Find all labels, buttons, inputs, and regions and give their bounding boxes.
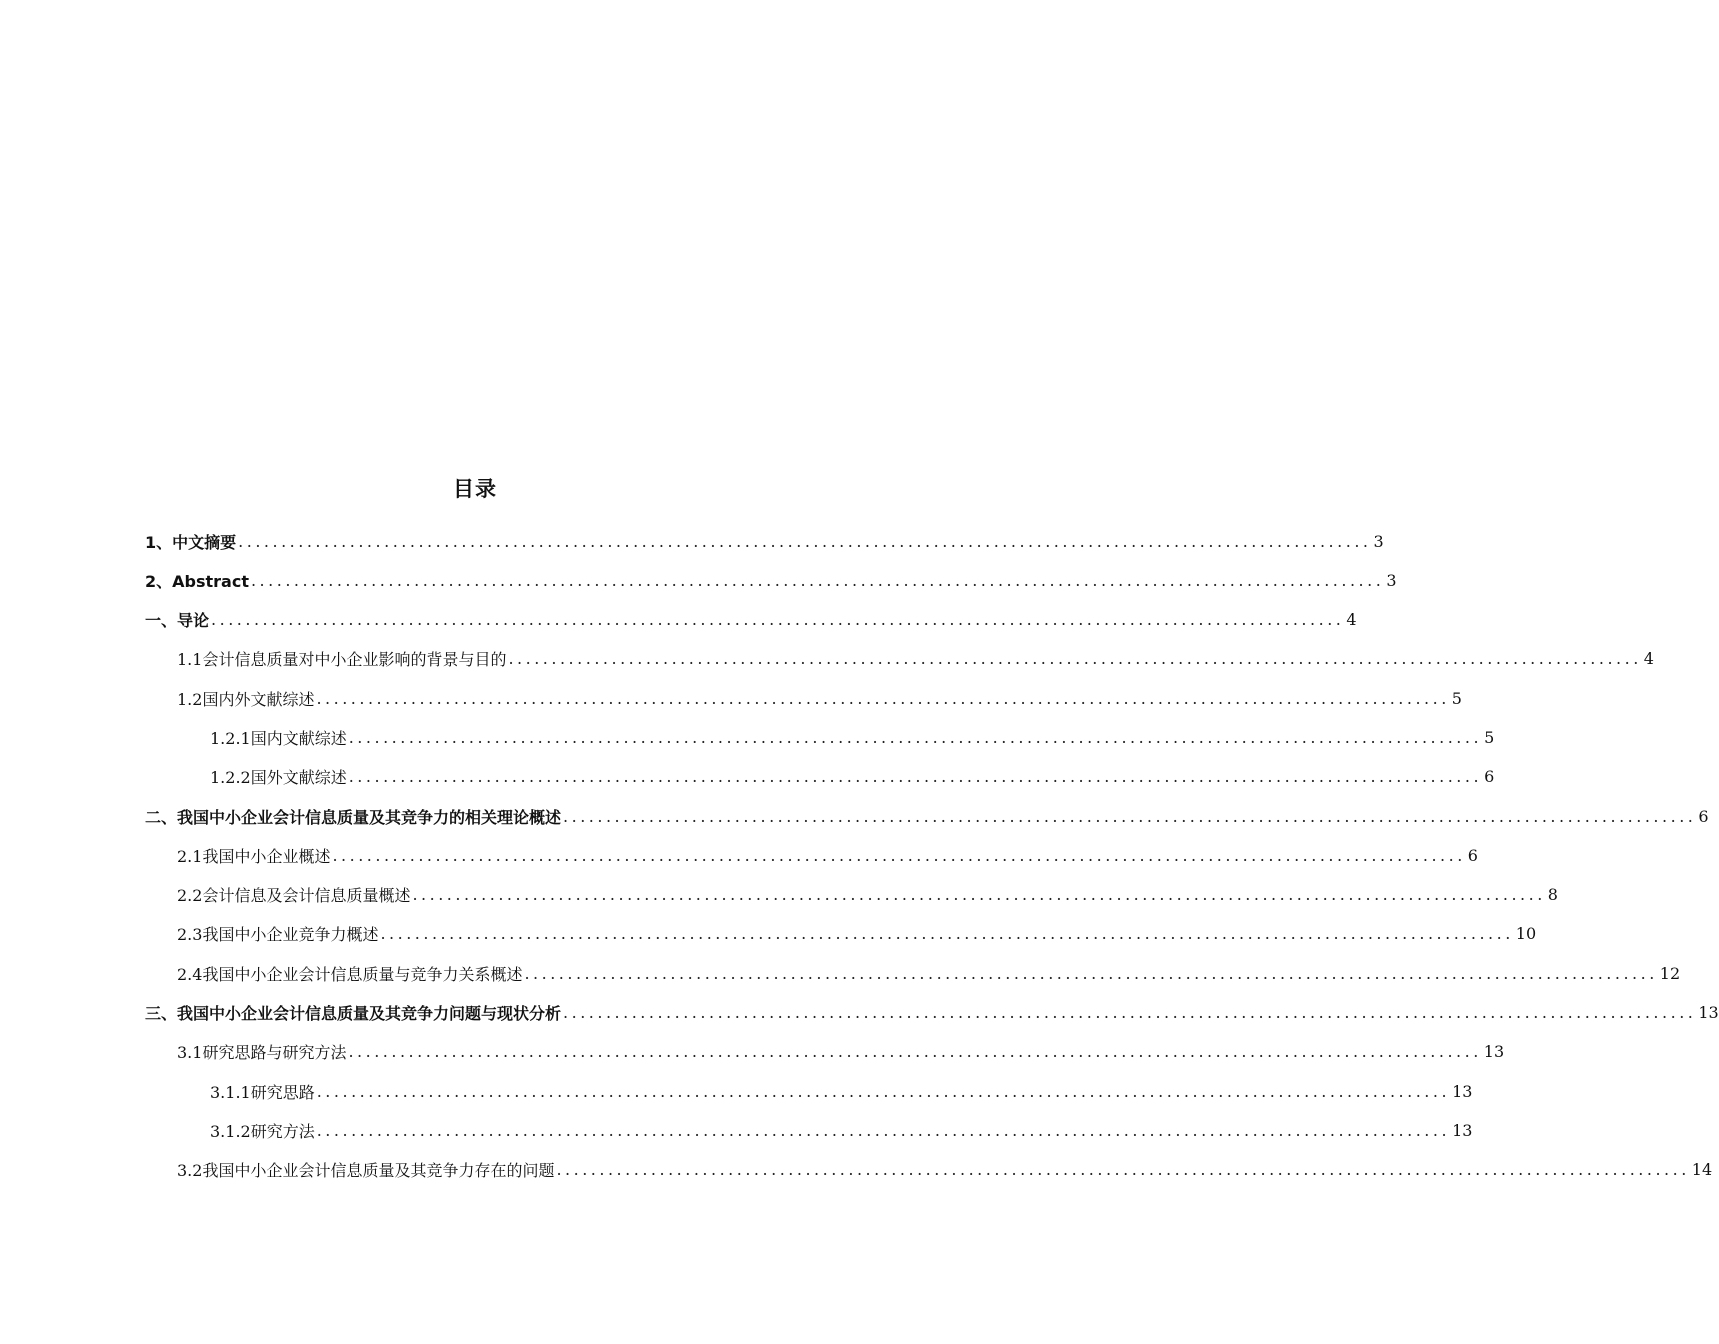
toc-entry-label: 3.1.2研究方法 <box>210 1122 315 1141</box>
toc-entry[interactable] <box>177 1150 1713 1189</box>
toc-page-number: 4 <box>1643 649 1654 668</box>
toc-page-number: 8 <box>1547 885 1558 904</box>
toc-entry-label: 1.2国内外文献综述 <box>177 690 315 709</box>
dot-leader: .................................................................................................................................... <box>316 1121 1451 1140</box>
toc-entry-label: 1.2.2国外文献综述 <box>210 768 347 787</box>
dot-leader: .................................................................................................................................... <box>412 885 1546 904</box>
toc-entry[interactable] <box>177 639 1654 678</box>
toc-entry-label: 一、导论 <box>145 611 210 630</box>
toc-page-number: 6 <box>1467 846 1478 865</box>
toc-entry-label: 2.2会计信息及会计信息质量概述 <box>177 886 411 905</box>
dot-leader: .................................................................................................................................... <box>348 767 1483 786</box>
toc-entry[interactable] <box>145 993 1719 1032</box>
toc-entry[interactable] <box>177 914 1537 953</box>
toc-entry-label: 二、我国中小企业会计信息质量及其竞争力的相关理论概述 <box>145 808 562 827</box>
toc-page-number: 5 <box>1484 728 1495 747</box>
dot-leader: .................................................................................................................................... <box>316 1082 1451 1101</box>
toc-entry[interactable] <box>177 954 1681 993</box>
dot-leader: .................................................................................................................................... <box>524 964 1658 983</box>
toc-entry[interactable] <box>210 1072 1473 1111</box>
toc-page-number: 3 <box>1373 532 1384 551</box>
toc-entry-label: 3.2我国中小企业会计信息质量及其竞争力存在的问题 <box>177 1161 555 1180</box>
toc-page-number: 6 <box>1698 807 1709 826</box>
toc-entry-label: 三、我国中小企业会计信息质量及其竞争力问题与现状分析 <box>145 1004 562 1023</box>
dot-leader: .................................................................................................................................... <box>556 1160 1690 1179</box>
dot-leader: .................................................................................................................................... <box>211 610 1345 629</box>
toc-page-number: 13 <box>1452 1121 1473 1140</box>
toc-entry-label: 1.1会计信息质量对中小企业影响的背景与目的 <box>177 650 507 669</box>
toc-entry[interactable] <box>210 757 1495 796</box>
toc-entry-label: 1.2.1国内文献综述 <box>210 729 347 748</box>
toc-page-number: 12 <box>1659 964 1681 983</box>
toc-page-number: 4 <box>1346 610 1357 629</box>
toc-entry[interactable] <box>177 679 1462 718</box>
toc-page-number: 13 <box>1698 1003 1719 1022</box>
dot-leader: .................................................................................................................................... <box>332 846 1466 865</box>
toc-entry-label: 3.1研究思路与研究方法 <box>177 1043 347 1062</box>
toc-entry-label: 3.1.1研究思路 <box>210 1083 315 1102</box>
dot-leader: .................................................................................................................................... <box>348 728 1483 747</box>
toc-entry[interactable] <box>145 561 1397 600</box>
dot-leader: .................................................................................................................................... <box>238 532 1372 551</box>
toc-page-number: 14 <box>1691 1160 1713 1179</box>
dot-leader: .................................................................................................................................... <box>250 571 1385 590</box>
toc-entry[interactable] <box>145 522 1384 561</box>
toc-page-number: 13 <box>1483 1042 1505 1061</box>
toc-entry[interactable] <box>145 797 1709 836</box>
dot-leader: .................................................................................................................................... <box>508 649 1642 668</box>
toc-entry[interactable] <box>177 836 1478 875</box>
toc-entry[interactable] <box>177 1032 1505 1071</box>
dot-leader: .................................................................................................................................... <box>563 1003 1697 1022</box>
toc-page-number: 10 <box>1515 924 1537 943</box>
toc-entry[interactable] <box>177 875 1558 914</box>
toc-page-number: 3 <box>1386 571 1397 590</box>
toc-entry[interactable] <box>210 718 1495 757</box>
dot-leader: .................................................................................................................................... <box>380 924 1514 943</box>
toc-entry[interactable] <box>210 1111 1473 1150</box>
toc-entry-label: 2、Abstract <box>145 572 249 591</box>
toc-entry[interactable] <box>145 600 1357 639</box>
toc-entry-label: 2.3我国中小企业竞争力概述 <box>177 925 379 944</box>
dot-leader: .................................................................................................................................... <box>316 689 1450 708</box>
toc-entry-label: 2.4我国中小企业会计信息质量与竞争力关系概述 <box>177 965 523 984</box>
toc-page-number: 6 <box>1484 767 1495 786</box>
toc-entry-label: 2.1我国中小企业概述 <box>177 847 331 866</box>
dot-leader: .................................................................................................................................... <box>563 807 1697 826</box>
toc-title: 目录 <box>453 477 497 501</box>
toc-entry-label: 1、中文摘要 <box>145 533 237 552</box>
toc-page-number: 13 <box>1452 1082 1473 1101</box>
dot-leader: .................................................................................................................................... <box>348 1042 1482 1061</box>
toc-page-number: 5 <box>1451 689 1462 708</box>
